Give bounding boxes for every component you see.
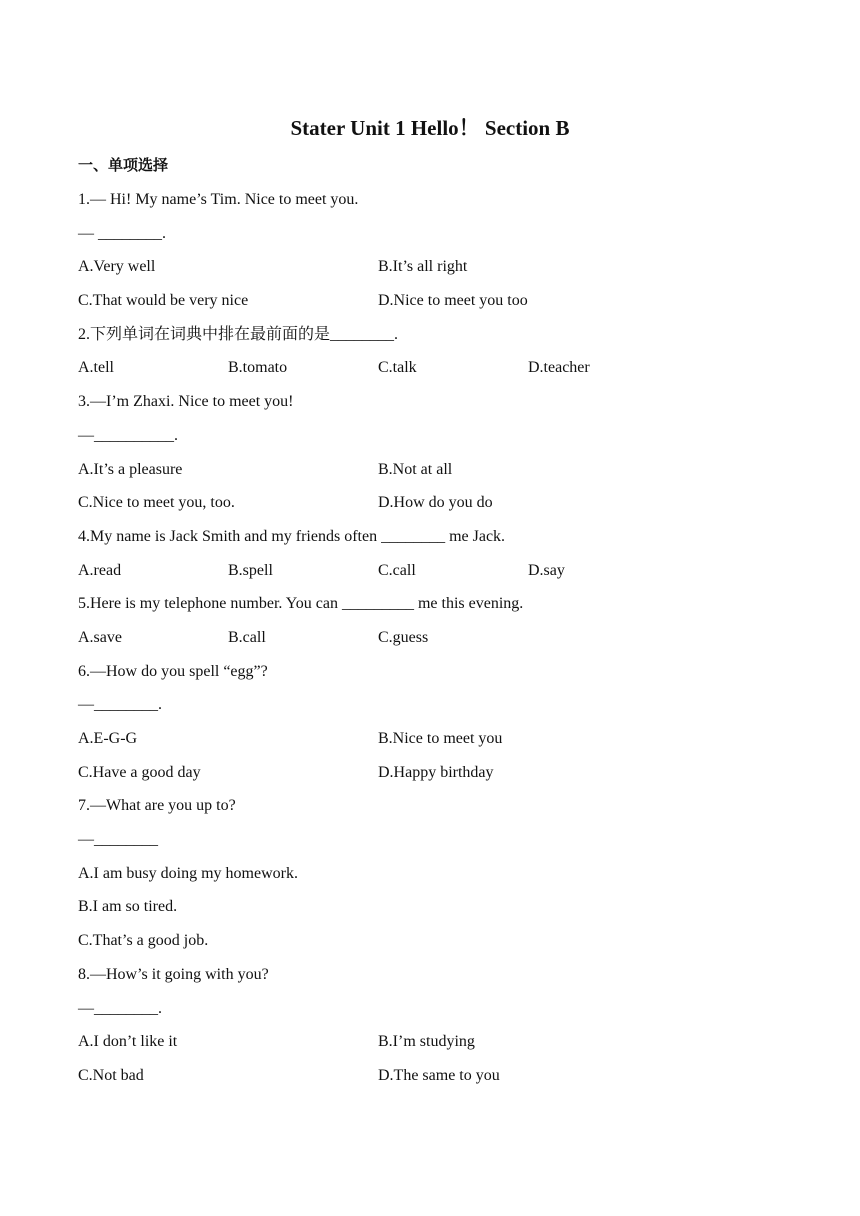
option-b: B.Nice to meet you <box>378 730 503 747</box>
option-b: B.I am so tired. <box>78 898 178 916</box>
option-b: B.call <box>228 628 266 646</box>
section-heading: 一、单项选择 <box>78 156 169 174</box>
option-row <box>78 624 798 658</box>
option-b: B.Not at all <box>378 460 453 478</box>
option-row <box>78 759 798 793</box>
option-d: D.teacher <box>528 359 590 377</box>
option-a: A.It’s a pleasure <box>78 460 183 478</box>
option-row <box>78 456 798 490</box>
option-c: C.call <box>378 561 416 579</box>
question-stem: 2.下列单词在词典中排在最前面的是________. <box>78 325 399 343</box>
option-a: A.I am busy doing my homework. <box>78 864 298 882</box>
option-c: C.guess <box>378 628 429 646</box>
option-row <box>78 1028 798 1062</box>
option-b: B.I’m studying <box>378 1033 475 1051</box>
option-c: C.Have a good day <box>78 763 201 781</box>
answer-blank: —________ <box>78 831 158 849</box>
option-d: D.Happy birthday <box>378 763 494 781</box>
question-stem: 3.—I’m Zhaxi. Nice to meet you! <box>78 393 294 411</box>
option-row <box>78 489 798 523</box>
question-stem: 1.— Hi! My name’s Tim. Nice to meet you. <box>78 191 359 208</box>
option-row <box>78 287 798 321</box>
option-a: A.I don’t like it <box>78 1033 178 1051</box>
option-d: D.How do you do <box>378 494 493 512</box>
option-c: C.talk <box>378 359 417 377</box>
option-a: A.E-G-G <box>78 730 138 747</box>
option-a: A.save <box>78 628 122 646</box>
option-row <box>78 725 798 759</box>
answer-blank: —________. <box>78 999 162 1017</box>
question-stem: 4.My name is Jack Smith and my friends often ________ me Jack. <box>78 527 506 545</box>
option-b: B.It’s all right <box>378 258 468 276</box>
answer-blank: —__________. <box>78 426 178 444</box>
option-row <box>78 253 798 287</box>
option-row <box>78 1062 798 1096</box>
page-title: Stater Unit 1 Hello！ Section B <box>290 116 570 140</box>
option-d: D.Nice to meet you too <box>378 292 528 310</box>
option-c: C.That’s a good job. <box>78 932 209 950</box>
option-d: D.say <box>528 561 565 579</box>
answer-blank: —________. <box>78 696 162 714</box>
option-b: B.tomato <box>228 359 288 377</box>
question-stem: 8.—How’s it going with you? <box>78 965 269 983</box>
option-a: A.Very well <box>78 258 156 276</box>
option-row <box>78 557 798 591</box>
option-c: C.That would be very nice <box>78 292 249 310</box>
question-list <box>78 186 798 1096</box>
option-c: C.Not bad <box>78 1066 144 1084</box>
option-b: B.spell <box>228 561 273 579</box>
option-d: D.The same to you <box>378 1066 500 1084</box>
option-a: A.tell <box>78 359 114 377</box>
question-stem: 5.Here is my telephone number. You can _________ me this evening. <box>78 595 524 613</box>
option-c: C.Nice to meet you, too. <box>78 494 235 512</box>
option-a: A.read <box>78 561 122 579</box>
option-row <box>78 354 798 388</box>
question-stem: 7.—What are you up to? <box>78 797 236 815</box>
answer-blank: — ________. <box>78 224 166 242</box>
question-stem: 6.—How do you spell “egg”? <box>78 662 268 680</box>
